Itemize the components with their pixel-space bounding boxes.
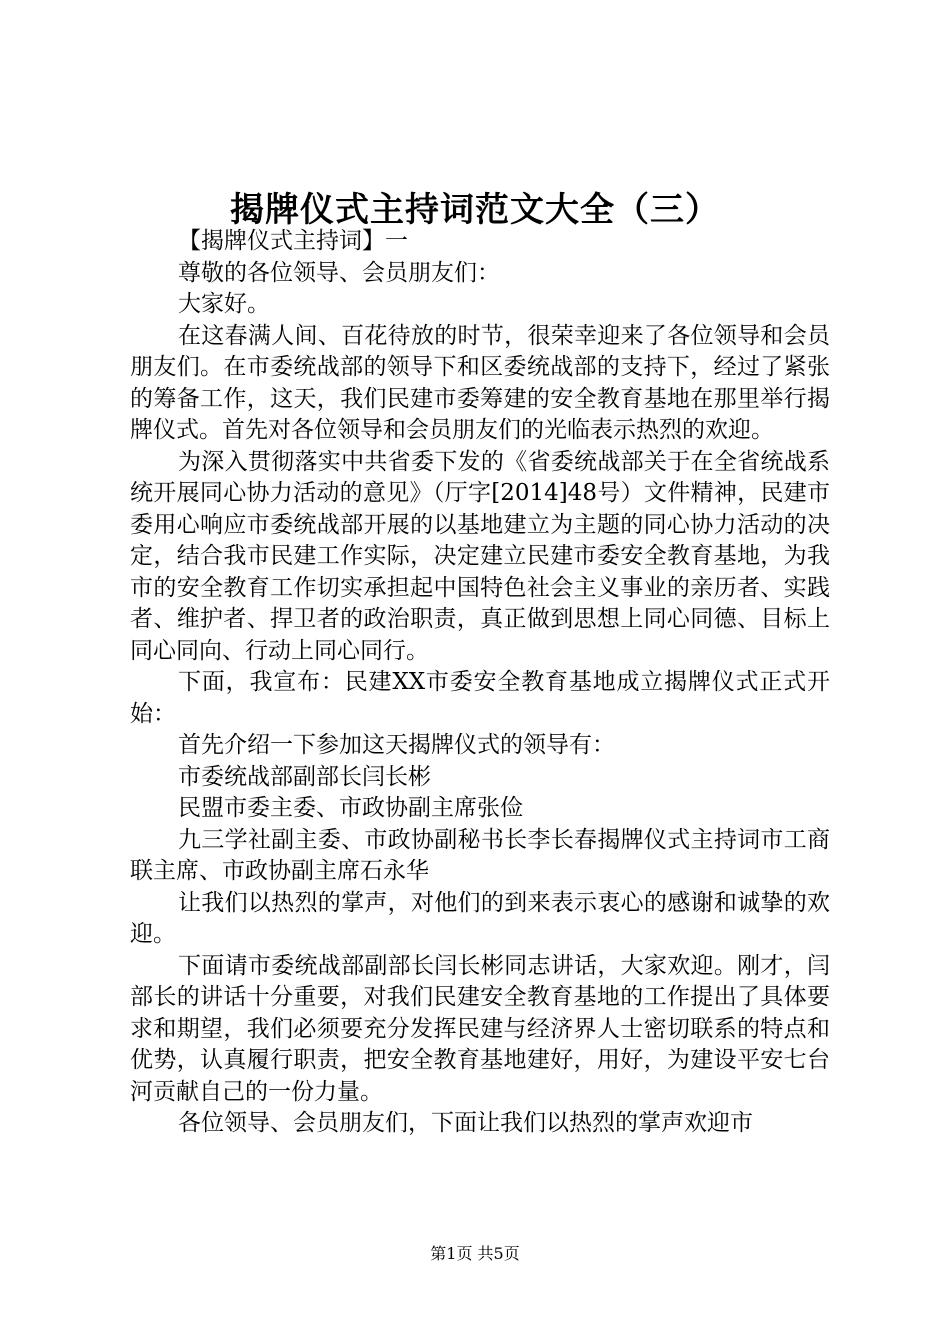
paragraph-11: 让我们以热烈的掌声，对他们的到来表示衷心的感谢和诚挚的欢迎。 — [130, 889, 830, 947]
document-body — [130, 226, 830, 1140]
paragraph-12: 下面请市委统战部副部长闫长彬同志讲话，大家欢迎。刚才，闫部长的讲话十分重要，对我们民建安全教育基地的工作提出了具体要求和期望，我们必须要充分发挥民建与经济界人士密切联系的特点和优势，认真履行职责，把安全教育基地建好，用好，为建设平安七台河贡献自己的一份力量。 — [130, 952, 830, 1105]
paragraph-2: 尊敬的各位领导、会员朋友们： — [178, 259, 500, 286]
paragraph-6: 下面，我宣布：民建XX市委安全教育基地成立揭牌仪式正式开始： — [130, 669, 830, 727]
paragraph-7: 首先介绍一下参加这天揭牌仪式的领导有： — [178, 732, 615, 758]
paragraph-13: 各位领导、会员朋友们，下面让我们以热烈的掌声欢迎市 — [178, 1110, 753, 1136]
paragraph-9: 民盟市委主委、市政协副主席张俭 — [178, 795, 523, 821]
paragraph-4: 在这春满人间、百花待放的时节，很荣幸迎来了各位领导和会员朋友们。在市委统战部的领导下和区委统战部的支持下，经过了紧张的筹备工作，这天，我们民建市委筹建的安全教育基地在那里举行揭牌仪式。首先对各位领导和会员朋友们的光临表示热烈的欢迎。 — [130, 322, 830, 443]
page-footer: 第1页 共5页 — [430, 1244, 520, 1263]
paragraph-1: 【揭牌仪式主持词】一 — [178, 228, 408, 254]
document-title: 揭牌仪式主持词范文大全（三） — [230, 190, 720, 230]
paragraph-8: 市委统战部副部长闫长彬 — [178, 763, 431, 790]
paragraph-3: 大家好。 — [178, 291, 270, 317]
paragraph-10: 九三学社副主委、市政协副秘书长李长春揭牌仪式主持词市工商联主席、市政协副主席石永华 — [130, 826, 830, 884]
paragraph-5: 为深入贯彻落实中共省委下发的《省委统战部关于在全省统战系统开展同心协力活动的意见》（厅字[2014]48号）文件精神，民建市委用心响应市委统战部开展的以基地建立为主题的同心协力活动的决定，结合我市民建工作实际，决定建立民建市委安全教育基地，为我市的安全教育工作切实承担起中国特色社会主义事业的亲历者、实践者、维护者、捍卫者的政治职责，真正做到思想上同心同德、目标上同心同向、行动上同心同行。 — [130, 448, 830, 664]
